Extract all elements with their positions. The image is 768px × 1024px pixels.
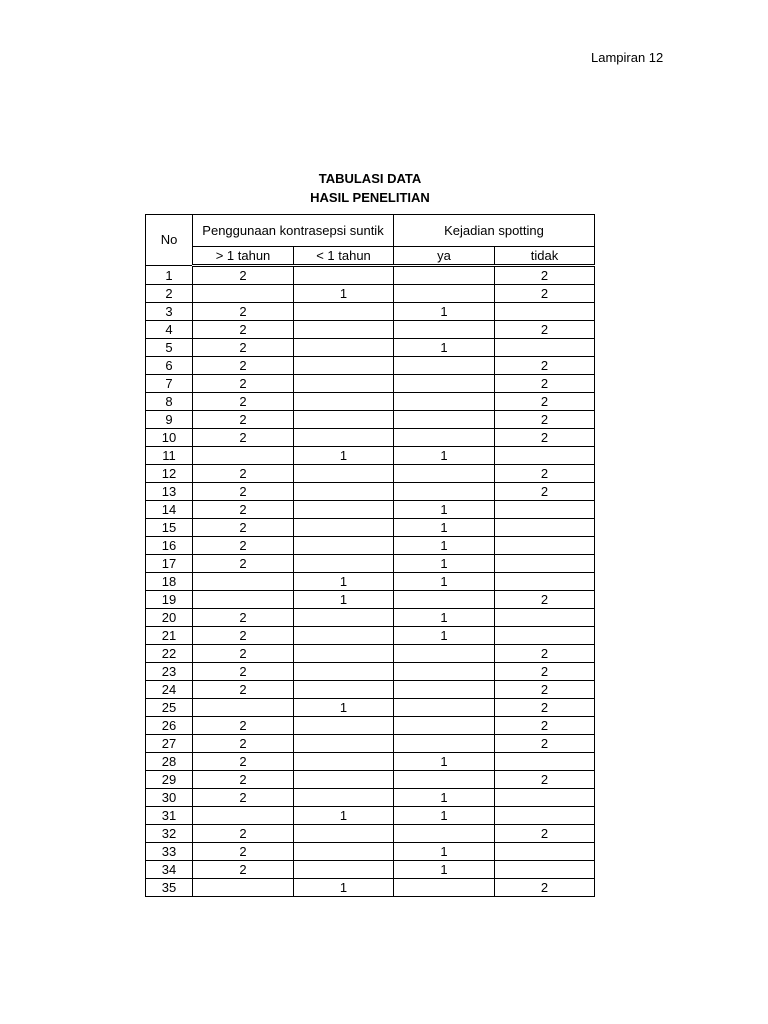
cell-no: 23 [146,663,193,681]
cell-no: 9 [146,411,193,429]
cell-less-than-1-year [294,753,394,771]
cell-tidak [495,555,595,573]
cell-less-than-1-year [294,483,394,501]
table-row [146,735,595,753]
cell-less-than-1-year [294,375,394,393]
cell-ya: 1 [394,861,495,879]
cell-tidak [495,303,595,321]
cell-more-than-1-year: 2 [193,357,294,375]
cell-no: 5 [146,339,193,357]
cell-more-than-1-year: 2 [193,609,294,627]
data-table [145,214,595,897]
cell-no: 26 [146,717,193,735]
cell-ya: 1 [394,447,495,465]
table-row [146,411,595,429]
cell-no: 18 [146,573,193,591]
cell-no: 17 [146,555,193,573]
table-row [146,843,595,861]
cell-ya: 1 [394,609,495,627]
cell-more-than-1-year [193,807,294,825]
cell-ya [394,879,495,897]
cell-tidak: 2 [495,465,595,483]
table-row [146,555,595,573]
table-row [146,681,595,699]
table-row [146,573,595,591]
cell-more-than-1-year: 2 [193,843,294,861]
cell-more-than-1-year: 2 [193,429,294,447]
cell-no: 24 [146,681,193,699]
cell-ya: 1 [394,519,495,537]
cell-no: 8 [146,393,193,411]
cell-less-than-1-year [294,609,394,627]
cell-less-than-1-year: 1 [294,807,394,825]
cell-no: 28 [146,753,193,771]
cell-ya [394,357,495,375]
table-row [146,393,595,411]
cell-more-than-1-year [193,879,294,897]
cell-tidak [495,789,595,807]
cell-less-than-1-year [294,537,394,555]
cell-less-than-1-year [294,555,394,573]
table-row [146,285,595,303]
cell-more-than-1-year: 2 [193,645,294,663]
table-row [146,663,595,681]
cell-no: 20 [146,609,193,627]
cell-ya [394,465,495,483]
cell-more-than-1-year: 2 [193,303,294,321]
cell-no: 22 [146,645,193,663]
cell-more-than-1-year: 2 [193,411,294,429]
cell-tidak [495,519,595,537]
cell-tidak: 2 [495,771,595,789]
cell-less-than-1-year [294,771,394,789]
header-spotting: Kejadian spotting [394,215,595,247]
cell-more-than-1-year: 2 [193,861,294,879]
table-row [146,753,595,771]
cell-less-than-1-year [294,789,394,807]
cell-no: 33 [146,843,193,861]
cell-tidak: 2 [495,285,595,303]
cell-ya [394,393,495,411]
cell-less-than-1-year [294,339,394,357]
cell-more-than-1-year: 2 [193,753,294,771]
table-row [146,627,595,645]
table-row [146,321,595,339]
cell-tidak: 2 [495,645,595,663]
table-row [146,375,595,393]
cell-ya: 1 [394,807,495,825]
cell-tidak [495,537,595,555]
header-no: No [146,215,193,266]
cell-no: 21 [146,627,193,645]
cell-ya [394,699,495,717]
cell-tidak: 2 [495,879,595,897]
cell-tidak [495,447,595,465]
table-row [146,879,595,897]
cell-less-than-1-year [294,717,394,735]
cell-tidak [495,807,595,825]
cell-tidak [495,501,595,519]
table-row [146,429,595,447]
cell-no: 1 [146,266,193,285]
cell-more-than-1-year: 2 [193,537,294,555]
header-less-than-1-year: < 1 tahun [294,247,394,266]
cell-less-than-1-year [294,861,394,879]
cell-more-than-1-year: 2 [193,483,294,501]
cell-less-than-1-year: 1 [294,285,394,303]
cell-ya [394,717,495,735]
cell-ya [394,483,495,501]
cell-no: 29 [146,771,193,789]
table-row [146,699,595,717]
cell-ya: 1 [394,555,495,573]
cell-no: 27 [146,735,193,753]
cell-no: 32 [146,825,193,843]
table-row [146,266,595,285]
table-row [146,609,595,627]
cell-less-than-1-year [294,735,394,753]
cell-tidak: 2 [495,681,595,699]
cell-less-than-1-year [294,645,394,663]
cell-tidak [495,861,595,879]
cell-no: 10 [146,429,193,447]
cell-tidak: 2 [495,735,595,753]
cell-less-than-1-year [294,266,394,285]
page-label: Lampiran 12 [591,50,664,65]
cell-tidak: 2 [495,825,595,843]
cell-ya: 1 [394,627,495,645]
table-row [146,519,595,537]
cell-no: 3 [146,303,193,321]
cell-ya [394,735,495,753]
table-row [146,483,595,501]
table-row [146,717,595,735]
cell-less-than-1-year [294,357,394,375]
cell-less-than-1-year [294,681,394,699]
cell-more-than-1-year: 2 [193,735,294,753]
table-row [146,465,595,483]
cell-no: 34 [146,861,193,879]
cell-ya [394,285,495,303]
cell-tidak: 2 [495,663,595,681]
cell-less-than-1-year [294,465,394,483]
cell-more-than-1-year: 2 [193,771,294,789]
table-row [146,771,595,789]
cell-tidak: 2 [495,411,595,429]
cell-tidak [495,627,595,645]
cell-less-than-1-year [294,519,394,537]
cell-tidak: 2 [495,393,595,411]
cell-more-than-1-year: 2 [193,681,294,699]
cell-more-than-1-year: 2 [193,555,294,573]
cell-ya: 1 [394,537,495,555]
table-row [146,357,595,375]
header-ya: ya [394,247,495,266]
table-row [146,861,595,879]
cell-more-than-1-year: 2 [193,663,294,681]
cell-tidak: 2 [495,429,595,447]
cell-tidak: 2 [495,375,595,393]
cell-tidak: 2 [495,266,595,285]
cell-ya: 1 [394,789,495,807]
cell-no: 2 [146,285,193,303]
cell-less-than-1-year [294,411,394,429]
cell-ya [394,321,495,339]
cell-ya: 1 [394,501,495,519]
cell-less-than-1-year: 1 [294,447,394,465]
cell-tidak [495,609,595,627]
cell-no: 12 [146,465,193,483]
header-more-than-1-year: > 1 tahun [193,247,294,266]
title-line-1: TABULASI DATA [318,171,422,186]
cell-ya [394,771,495,789]
cell-no: 31 [146,807,193,825]
cell-more-than-1-year: 2 [193,627,294,645]
cell-less-than-1-year [294,321,394,339]
cell-no: 4 [146,321,193,339]
cell-more-than-1-year: 2 [193,393,294,411]
cell-no: 7 [146,375,193,393]
cell-more-than-1-year: 2 [193,339,294,357]
cell-less-than-1-year: 1 [294,573,394,591]
cell-more-than-1-year: 2 [193,519,294,537]
cell-more-than-1-year [193,447,294,465]
cell-more-than-1-year: 2 [193,465,294,483]
cell-less-than-1-year [294,627,394,645]
cell-ya: 1 [394,843,495,861]
table-row [146,825,595,843]
header-contraceptive-use: Penggunaan kontrasepsi suntik [193,215,394,247]
cell-tidak: 2 [495,321,595,339]
cell-ya [394,591,495,609]
cell-ya [394,681,495,699]
cell-ya: 1 [394,573,495,591]
cell-more-than-1-year: 2 [193,717,294,735]
table-row [146,303,595,321]
cell-no: 14 [146,501,193,519]
table-row [146,591,595,609]
cell-ya: 1 [394,303,495,321]
cell-more-than-1-year [193,699,294,717]
cell-less-than-1-year: 1 [294,879,394,897]
cell-more-than-1-year: 2 [193,789,294,807]
table-row [146,807,595,825]
cell-ya [394,429,495,447]
cell-no: 35 [146,879,193,897]
cell-more-than-1-year: 2 [193,266,294,285]
cell-no: 19 [146,591,193,609]
header-tidak: tidak [495,247,595,266]
table-row [146,339,595,357]
table-row [146,447,595,465]
table-row [146,789,595,807]
cell-no: 30 [146,789,193,807]
cell-less-than-1-year [294,393,394,411]
cell-no: 16 [146,537,193,555]
cell-less-than-1-year: 1 [294,699,394,717]
cell-no: 13 [146,483,193,501]
title-block [146,169,594,207]
cell-tidak: 2 [495,591,595,609]
cell-no: 25 [146,699,193,717]
cell-more-than-1-year [193,285,294,303]
cell-ya: 1 [394,753,495,771]
cell-more-than-1-year: 2 [193,501,294,519]
cell-tidak [495,753,595,771]
cell-more-than-1-year [193,573,294,591]
cell-less-than-1-year [294,663,394,681]
cell-tidak [495,573,595,591]
cell-ya [394,266,495,285]
cell-ya [394,645,495,663]
table-body [146,266,595,897]
cell-less-than-1-year [294,429,394,447]
cell-tidak: 2 [495,717,595,735]
table-row [146,537,595,555]
cell-ya [394,663,495,681]
cell-more-than-1-year: 2 [193,375,294,393]
table-row [146,501,595,519]
cell-tidak [495,339,595,357]
cell-more-than-1-year: 2 [193,321,294,339]
cell-tidak: 2 [495,483,595,501]
cell-less-than-1-year [294,825,394,843]
cell-tidak: 2 [495,699,595,717]
cell-no: 6 [146,357,193,375]
cell-less-than-1-year [294,303,394,321]
cell-tidak: 2 [495,357,595,375]
cell-less-than-1-year: 1 [294,591,394,609]
cell-ya [394,825,495,843]
cell-less-than-1-year [294,501,394,519]
title-line-2: HASIL PENELITIAN [310,190,430,205]
table-row [146,645,595,663]
cell-ya [394,411,495,429]
cell-no: 15 [146,519,193,537]
cell-ya: 1 [394,339,495,357]
cell-less-than-1-year [294,843,394,861]
cell-tidak [495,843,595,861]
cell-more-than-1-year [193,591,294,609]
cell-more-than-1-year: 2 [193,825,294,843]
cell-no: 11 [146,447,193,465]
cell-ya [394,375,495,393]
